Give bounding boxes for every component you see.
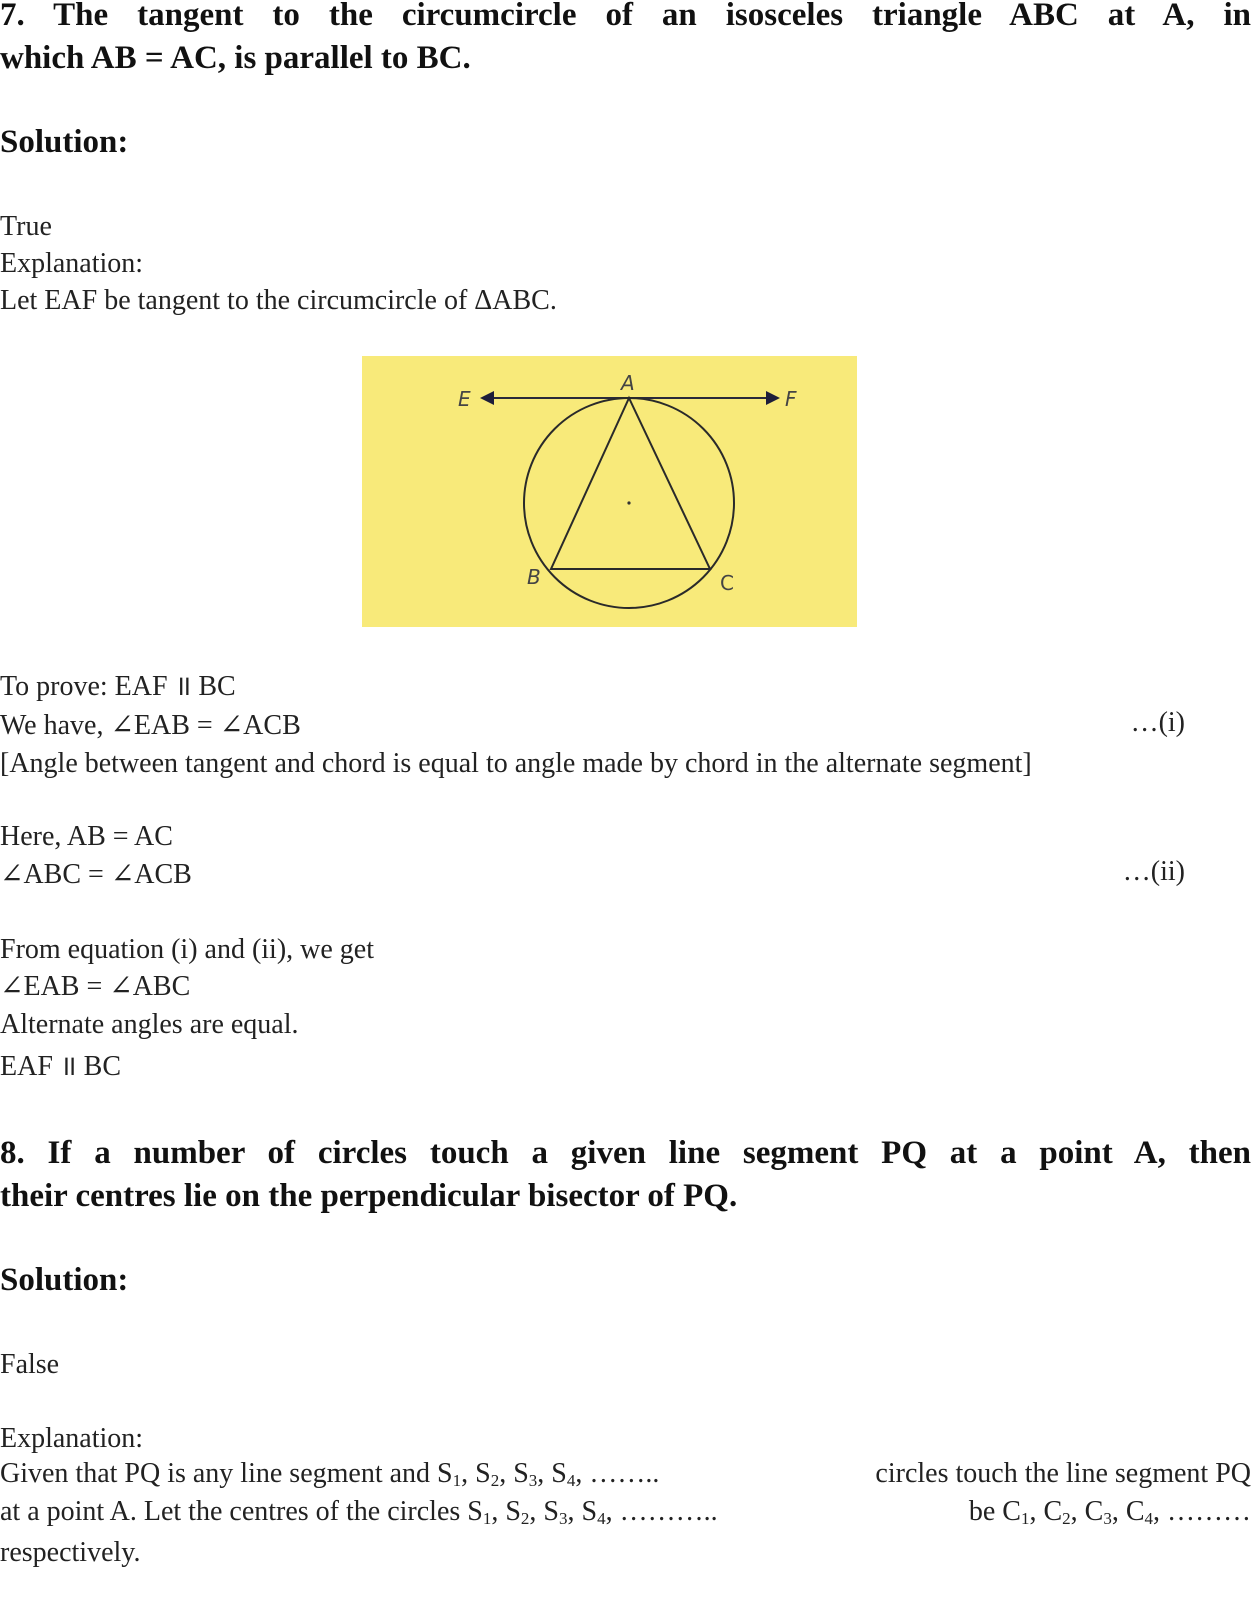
answer-7: True <box>0 211 52 242</box>
solution-heading-7: Solution: <box>0 124 129 160</box>
from-equations: From equation (i) and (ii), we get <box>0 934 375 965</box>
explanation-label-7: Explanation: <box>0 248 144 279</box>
question-8-line-1: 8. If a number of circles touch a given line segment PQ at a point A, then <box>0 1135 1251 1171</box>
question-8-title <box>0 1132 1251 1218</box>
label-B: B <box>527 565 541 589</box>
question-7-line-2: which AB = AC, is parallel to BC. <box>0 40 471 76</box>
circumcircle-diagram <box>362 356 857 627</box>
explanation-line-2: at a point A. Let the centres of the circles $S_1$, $S_2$, $S_3$, $S_4$, ……….. be $C_1$, $C_2$, $C_3$, $C_4$, ……… <box>0 1496 1251 1528</box>
step-3: ∠EAB = ∠ABC <box>0 971 191 1002</box>
label-C: C <box>720 571 734 595</box>
solution-heading-8: Solution: <box>0 1262 129 1298</box>
answer-8: False <box>0 1349 60 1380</box>
to-prove: To prove: EAF ॥ BC <box>0 671 236 702</box>
question-7-title <box>0 0 1251 80</box>
here-statement: Here, AB = AC <box>0 821 173 852</box>
conclusion-7: EAF ॥ BC <box>0 1051 122 1082</box>
explanation-line-1: Given that PQ is any line segment and $S_1$, $S_2$, $S_3$, $S_4$, …….. circles touch the line segment PQ <box>0 1458 1251 1490</box>
label-A: A <box>621 371 635 395</box>
intro-7: Let EAF be tangent to the circumcircle of ΔABC. <box>0 285 557 316</box>
reason-1: [Angle between tangent and chord is equal to angle made by chord in the alternate segment] <box>0 748 1032 779</box>
equation-ref-ii: …(ii) <box>1122 856 1185 887</box>
step-2: ∠ABC = ∠ACB <box>0 859 192 890</box>
explanation-label-8: Explanation: <box>0 1423 144 1454</box>
center-point <box>627 501 630 504</box>
explanation-line-3: respectively. <box>0 1537 141 1568</box>
equation-ref-i: …(i) <box>1130 707 1185 738</box>
arrow-left-icon <box>480 391 494 405</box>
label-E: E <box>458 387 471 411</box>
step-1: We have, ∠EAB = ∠ACB <box>0 710 301 741</box>
alternate-angles: Alternate angles are equal. <box>0 1009 299 1040</box>
question-7-line-1: 7. The tangent to the circumcircle of an isosceles triangle ABC at A, in <box>0 0 1251 33</box>
arrow-right-icon <box>766 391 780 405</box>
triangle-ABC <box>551 398 710 569</box>
label-F: F <box>785 387 797 411</box>
question-8-line-2: their centres lie on the perpendicular bisector of PQ. <box>0 1178 738 1214</box>
diagram-svg <box>362 356 857 627</box>
